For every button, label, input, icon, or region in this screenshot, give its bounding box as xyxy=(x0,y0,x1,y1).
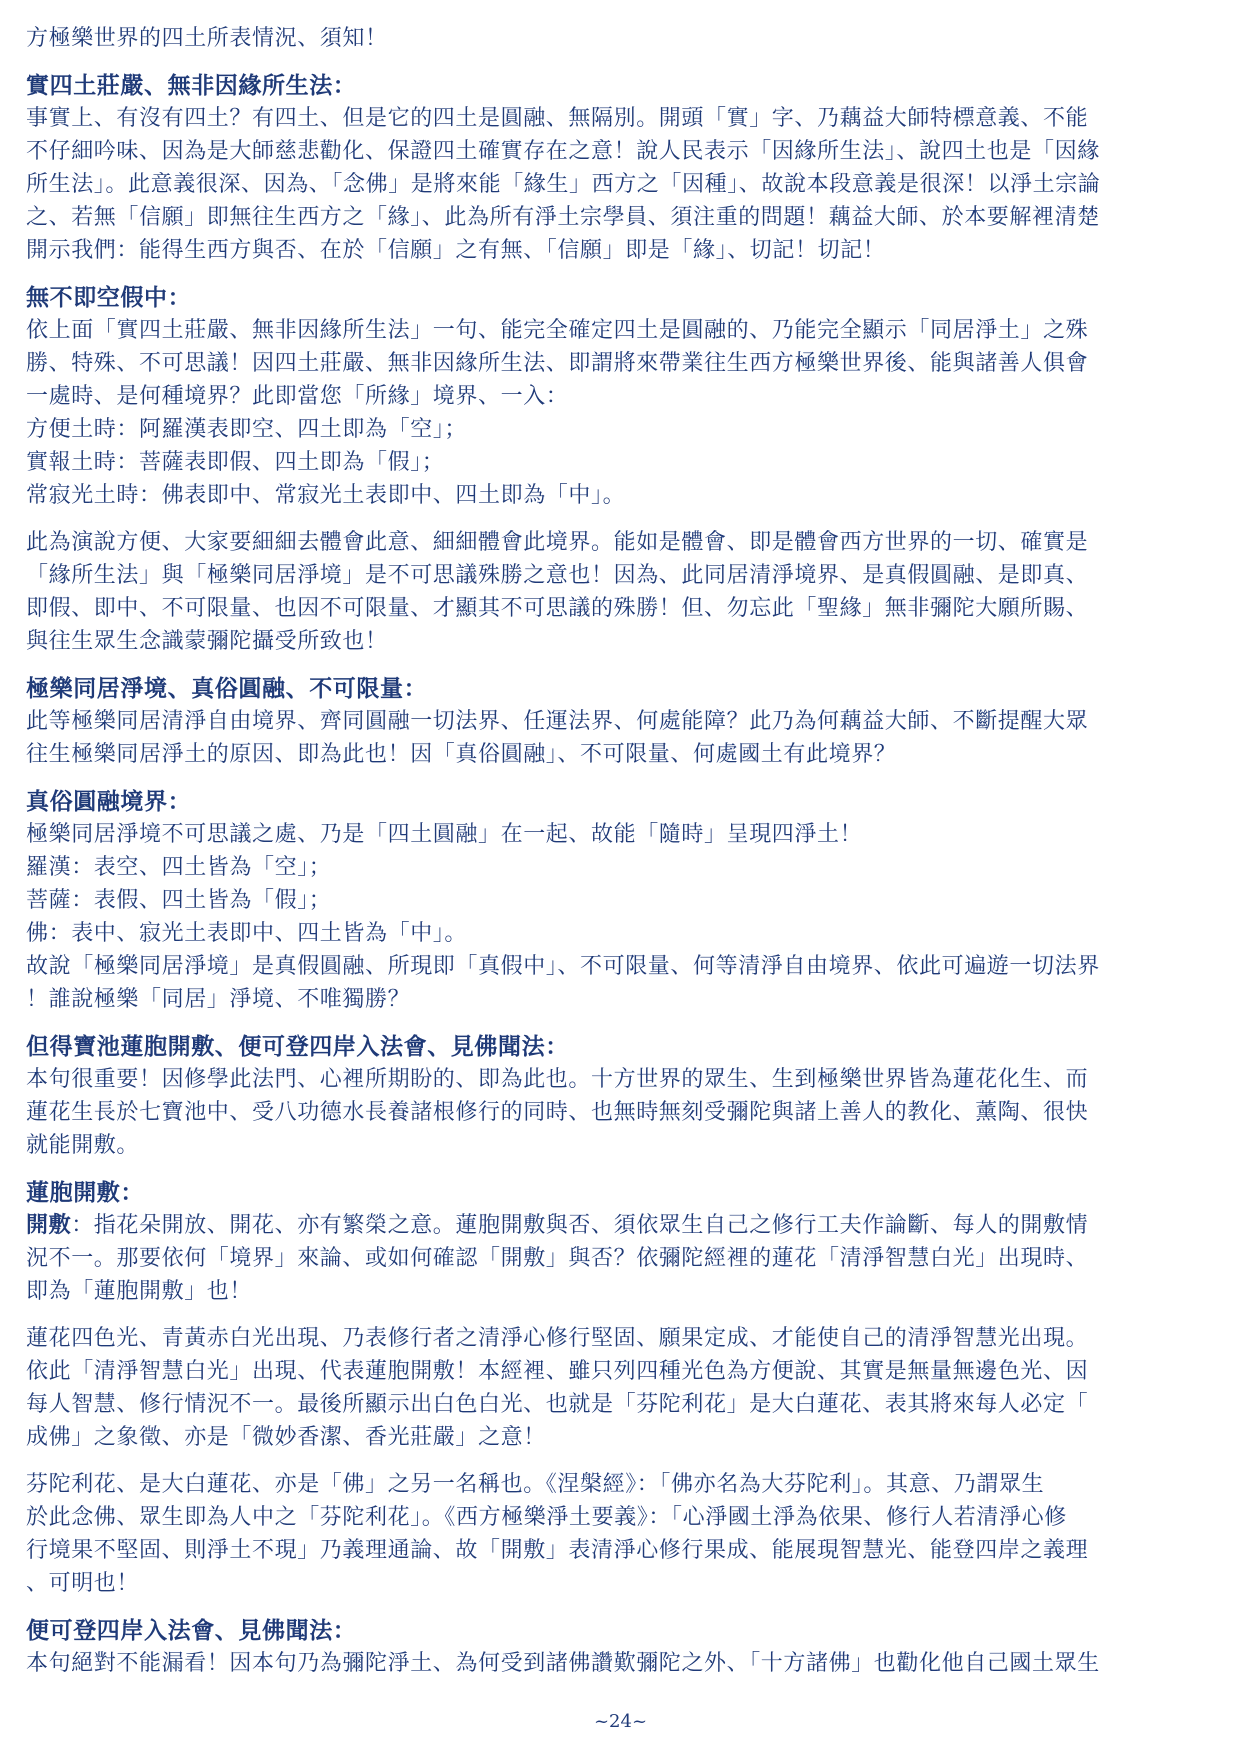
section-heading: 真俗圓融境界： xyxy=(26,788,192,815)
text-line: 成佛」之象徵、亦是「微妙香潔、香光莊嚴」之意！ xyxy=(26,1425,546,1450)
section-heading: 極樂同居淨境、真俗圓融、不可限量： xyxy=(26,675,428,702)
text-line: 本句很重要！因修學此法門、心裡所期盼的、即為此也。十方世界的眾生、生到極樂世界皆為蓮花化生、而 xyxy=(26,1067,1089,1092)
text-line: 此為演說方便、大家要細細去體會此意、細細體會此境界。能如是體會、即是體會西方世界的一切、確實是 xyxy=(26,530,1089,555)
text-line: 就能開敷。 xyxy=(26,1133,140,1158)
text-line: 蓮花生長於七寶池中、受八功德水長養諸根修行的同時、也無時無刻受彌陀與諸上善人的教化、薰陶、很快 xyxy=(26,1100,1089,1125)
text-line: ！誰說極樂「同居」淨境、不唯獨勝？ xyxy=(26,987,411,1012)
text-line: 極樂同居淨境不可思議之處、乃是「四土圓融」在一起、故能「隨時」呈現四淨土！ xyxy=(26,822,863,847)
text-line: 所生法」。此意義很深、因為、「念佛」是將來能「緣生」西方之「因種」、故說本段意義是很深！以淨土宗論 xyxy=(26,172,1101,197)
section-heading: 蓮胞開敷： xyxy=(26,1179,144,1206)
text-line: 往生極樂同居淨土的原因、即為此也！因「真俗圓融」、不可限量、何處國土有此境界？ xyxy=(26,742,897,767)
text-line: 本句絕對不能漏看！因本句乃為彌陀淨土、為何受到諸佛讚歎彌陀之外、「十方諸佛」也勸化他自己國土眾生 xyxy=(26,1651,1100,1676)
page-number: ~24~ xyxy=(593,1711,648,1732)
text-line: 故說「極樂同居淨境」是真假圓融、所現即「真假中」、不可限量、何等清淨自由境界、依此可遍遊一切法界 xyxy=(26,954,1100,979)
text-line: 常寂光土時：佛表即中、常寂光土表即中、四土即為「中」。 xyxy=(26,483,626,508)
text-line: 依此「清淨智慧白光」出現、代表蓮胞開敷！本經裡、雖只列四種光色為方便說、其實是無量無邊色光、因 xyxy=(26,1359,1089,1384)
term-definition: ：指花朵開放、開花、亦有繁榮之意。蓮胞開敷與否、須依眾生自己之修行工夫作論斷、每人的開敷情 xyxy=(71,1213,1089,1238)
text-line: 開示我們：能得生西方與否、在於「信願」之有無、「信願」即是「緣」、切記！切記！ xyxy=(26,238,886,263)
text-line: 菩薩：表假、四土皆為「假」； xyxy=(26,888,332,913)
text-line: 方極樂世界的四土所表情況、須知！ xyxy=(26,26,388,51)
text-line: 每人智慧、修行情況不一。最後所顯示出白色白光、也就是「芬陀利花」是大白蓮花、表其將來每人必定「 xyxy=(26,1392,1089,1417)
term-label: 開敷 xyxy=(26,1212,72,1238)
text-line xyxy=(26,1209,1216,1242)
text-line: 與往生眾生念識蒙彌陀攝受所致也！ xyxy=(26,629,388,654)
text-line: 方便土時：阿羅漢表即空、四土即為「空」； xyxy=(26,417,468,442)
text-line: 即假、即中、不可限量、也因不可限量、才顯其不可思議的殊勝！但、勿忘此「聖緣」無非彌陀大願所賜、 xyxy=(26,596,1089,621)
section-heading: 無不即空假中： xyxy=(26,284,192,311)
text-line: 佛：表中、寂光土表即中、四土皆為「中」。 xyxy=(26,921,468,946)
text-line: 不仔細吟味、因為是大師慈悲勸化、保證四土確實存在之意！說人民表示「因緣所生法」、說四土也是「因緣 xyxy=(26,139,1100,164)
section-heading: 便可登四岸入法會、見佛聞法： xyxy=(26,1617,357,1644)
text-line: 、可明也！ xyxy=(26,1571,140,1596)
document-page xyxy=(26,22,1216,1680)
text-line: 蓮花四色光、青黃赤白光出現、乃表修行者之清淨心修行堅固、願果定成、才能使自己的清淨智慧光出現。 xyxy=(26,1326,1089,1351)
text-line: 一處時、是何種境界？此即當您「所緣」境界、一入： xyxy=(26,384,569,409)
text-line: 於此念佛、眾生即為人中之「芬陀利花」。《西方極樂淨土要義》：「心淨國土淨為依果、修行人若清淨心修 xyxy=(26,1505,1067,1530)
section-heading: 實四土莊嚴、無非因緣所生法： xyxy=(26,72,357,99)
text-line: 羅漢：表空、四土皆為「空」； xyxy=(26,855,332,880)
text-line: 之、若無「信願」即無往生西方之「緣」、此為所有淨土宗學員、須注重的問題！藕益大師、於本要解裡清楚 xyxy=(26,205,1100,230)
section-heading: 但得寶池蓮胞開敷、便可登四岸入法會、見佛聞法： xyxy=(26,1033,569,1060)
text-line: 勝、特殊、不可思議！因四土莊嚴、無非因緣所生法、即謂將來帶業往生西方極樂世界後、能與諸善人俱會 xyxy=(26,351,1089,376)
text-line: 依上面「實四土莊嚴、無非因緣所生法」一句、能完全確定四土是圓融的、乃能完全顯示「同居淨土」之殊 xyxy=(26,318,1089,343)
text-line: 「緣所生法」與「極樂同居淨境」是不可思議殊勝之意也！因為、此同居清淨境界、是真假圓融、是即真、 xyxy=(26,563,1089,588)
text-line: 此等極樂同居清淨自由境界、齊同圓融一切法界、任運法界、何處能障？此乃為何藕益大師、不斷提醒大眾 xyxy=(26,709,1089,734)
text-line: 即為「蓮胞開敷」也！ xyxy=(26,1279,253,1304)
text-line: 況不一。那要依何「境界」來論、或如何確認「開敷」與否？依彌陀經裡的蓮花「清淨智慧白光」出現時、 xyxy=(26,1246,1089,1271)
text-line: 行境果不堅固、則淨土不現」乃義理通論、故「開敷」表清淨心修行果成、能展現智慧光、能登四岸之義理 xyxy=(26,1538,1089,1563)
text-line: 實報土時：菩薩表即假、四土即為「假」； xyxy=(26,450,445,475)
text-line: 事實上、有沒有四土？有四土、但是它的四土是圓融、無隔別。開頭「實」字、乃藕益大師特標意義、不能 xyxy=(26,106,1089,131)
text-line: 芬陀利花、是大白蓮花、亦是「佛」之另一名稱也。《涅槃經》：「佛亦名為大芬陀利」。其意、乃謂眾生 xyxy=(26,1472,1045,1497)
